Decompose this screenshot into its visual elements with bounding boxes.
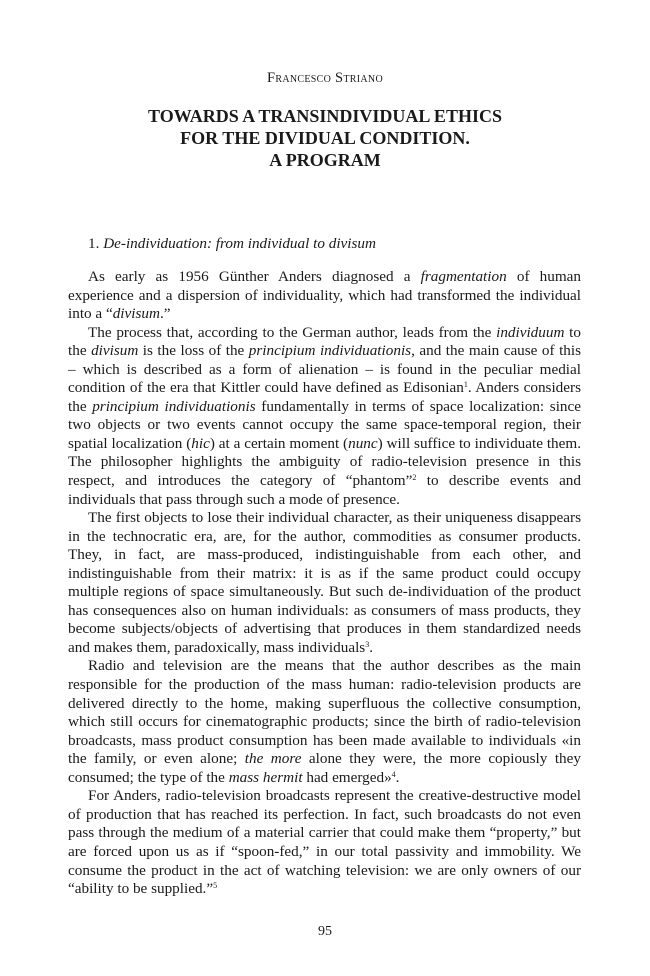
emphasis: principium individuationis [248,342,412,360]
paragraph [68,657,581,787]
text-span: to the [68,323,581,360]
section-heading [88,235,376,253]
text-span: .” [159,305,171,323]
text-span: of human experience and a dispersion of individuality, which had transformed the individual into a “ [68,268,581,323]
text-span: fundamentally in terms of space localization: since two objects or two events cannot occupy the same space-temporal region, their spatial localization ( [68,397,581,452]
text-span: . [395,768,400,786]
section-number: 1. [88,235,100,252]
page-number: 95 [318,924,332,939]
text-span: For Anders, radio-television broadcasts represent the creative-destructive model of production that has reached its perfection. In fact, such broadcasts do not even pass through the medium of a material carrier that could make them “property,” but are forced upon us as if “spoon-fed,” in our total passivity and immobility. We consume the product in the act of watching television: we are only owners of our “ability to be supplied.” [68,787,581,898]
text-span: As early as 1956 Günther Anders diagnosed a [88,268,421,285]
text-span: to describe events and individuals that pass through such a mode of presence. [68,472,581,508]
body-text [68,268,581,899]
text-span: The first objects to lose their individual character, as their uniqueness disappears in the technocratic era, are, for the author, commodities as consumer products. They, in fact, are mass-produced, indistinguishable from each other, and indistinguishable from their matrix: it is as if the same product could occupy multiple regions of space simultaneously. But such de-individuation of the product has consequences also on human individuals: as consumers of mass products, they become subjects/objects of advertising that produces in them standardized needs and makes them, paradoxically, mass individuals [68,509,581,656]
emphasis: nunc [348,434,378,452]
paragraph [68,509,581,657]
text-span: ) will suffice to individuate them. The philosopher highlights the ambiguity of radio-television presence in this respect, and introduces the category of “phantom” [68,434,581,490]
text-span: , and the main cause of this – which is described as a form of alienation – is found in the peculiar medial condition of the era that Kittler could have defined as Edisonian [68,342,582,397]
footnote-marker: 4 [391,769,396,779]
emphasis: fragmentation [420,268,507,285]
text-span: is the loss of the [138,342,249,360]
emphasis: hic [191,434,210,452]
emphasis: individuum [496,323,565,341]
title-line: A PROGRAM [269,150,381,170]
section-title: De-individuation: from individual to divisum [103,235,376,252]
paragraph [68,787,581,898]
emphasis: divisum [112,305,160,323]
text-span: had emerged» [302,768,392,786]
footnote-marker: 3 [365,639,370,649]
text-span: Radio and television are the means that the author describes as the main responsible for the production of the mass human: radio-television products are delivered directly to the home, making superfluous the collective consumption, which still occurs for cinematographic products; since the birth of radio-television broadcasts, mass product consumption has been made available to individuals «in the family, or even alone; [68,657,581,768]
text-span: . [369,638,374,656]
emphasis: mass hermit [228,768,303,786]
footnote-marker: 1 [463,380,468,390]
text-span: . Anders considers the [68,379,581,415]
author-name: Francesco Striano [267,70,383,86]
text-span: alone they were, the more copiously they consumed; the type of the [68,750,581,786]
text-span: The process that, according to the German author, leads from the [88,323,497,341]
emphasis: principium individuationis [92,397,256,415]
paragraph [68,268,581,324]
footnote-marker: 2 [412,473,417,483]
footnote-marker: 5 [213,881,218,891]
emphasis: the more [244,750,302,768]
title-line: TOWARDS A TRANSINDIVIDUAL ETHICS [148,106,502,126]
emphasis: divisum [91,342,139,360]
title-line: FOR THE DIVIDUAL CONDITION. [180,128,470,148]
paragraph [68,324,581,509]
article-title [0,105,650,171]
text-span: ) at a certain moment ( [209,434,349,452]
